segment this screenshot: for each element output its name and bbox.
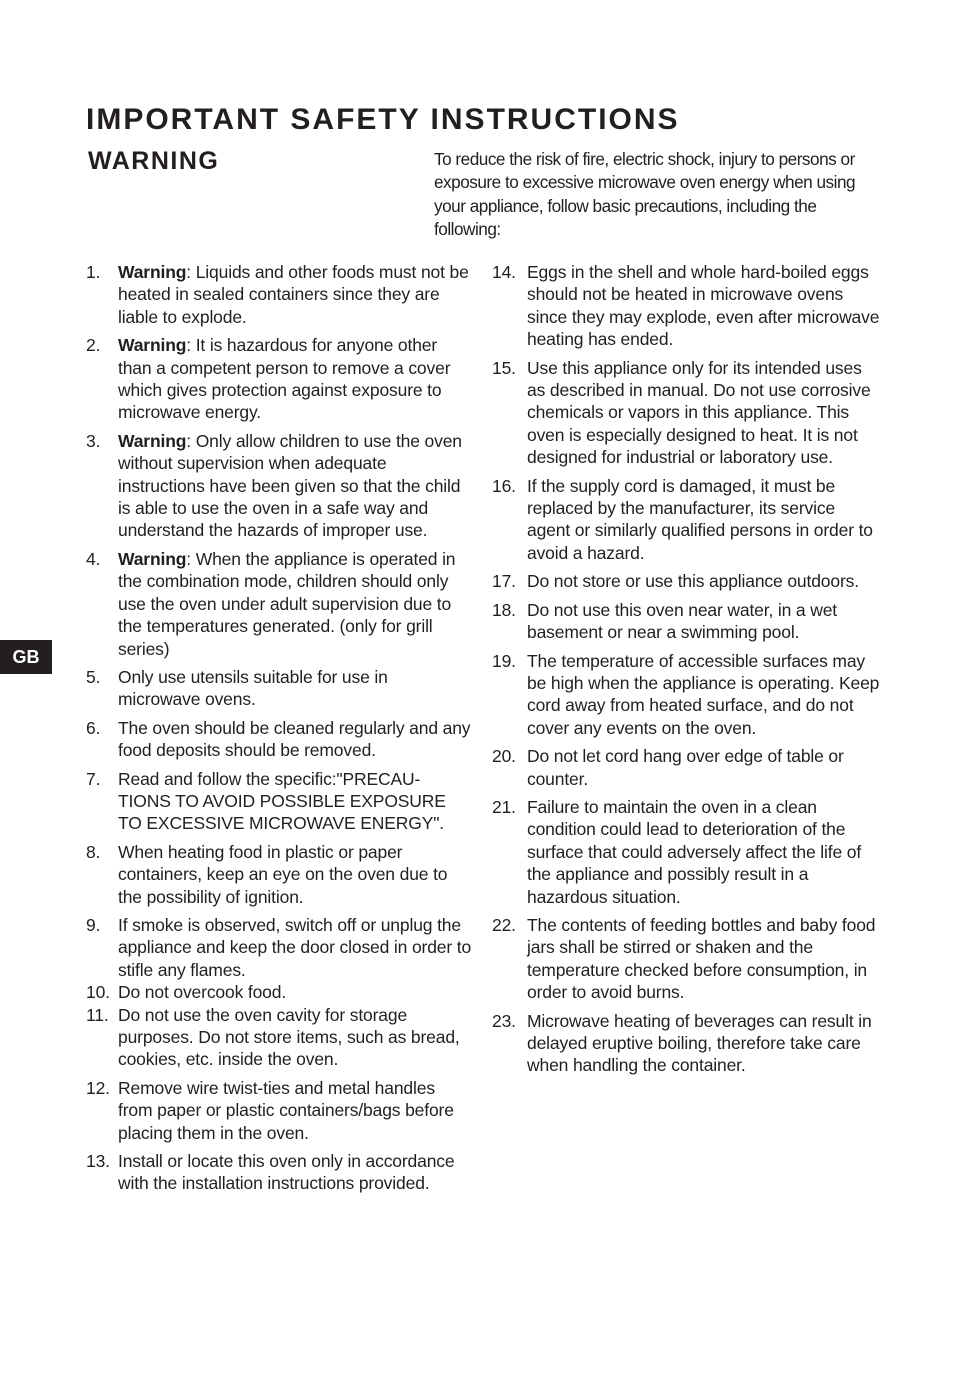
list-item — [492, 914, 882, 1004]
list-item — [86, 1004, 472, 1071]
item-text: Only use utensils suitable for use in microwave ovens. — [118, 666, 388, 710]
list-item — [86, 841, 472, 908]
item-text: : When the appliance is operated in the combination mode, children should only use the oven under adult supervision due to the temperatures generated. (only for grill series) — [118, 548, 456, 659]
list-item — [492, 650, 882, 740]
item-text: Install or locate this oven only in accordance with the installation instructions provided. — [118, 1151, 455, 1194]
item-text: : It is hazardous for anyone other than a competent person to remove a cover which gives protection against exposure to microwave energy. — [118, 335, 451, 423]
item-number: 16. — [492, 475, 516, 496]
list-item — [86, 1077, 472, 1144]
language-tab-label: GB — [12, 646, 40, 667]
list-item — [86, 768, 472, 835]
instructions-list-right — [492, 261, 882, 1083]
item-keyword: Warning — [118, 548, 187, 569]
item-text: Do not let cord hang over edge of table or counter. — [527, 746, 844, 789]
item-number: 17. — [492, 571, 516, 592]
list-item — [492, 1010, 882, 1077]
item-text: Microwave heating of beverages can result in delayed eruptive boiling, therefore take care when handling the container. — [527, 1010, 872, 1076]
language-tab — [0, 640, 52, 674]
list-item — [86, 914, 472, 981]
list-item — [492, 599, 882, 644]
item-text: The contents of feeding bottles and baby food jars shall be stirred or shaken and the temperature checked before consumption, in order to avoid burns. — [527, 914, 876, 1003]
list-item — [86, 261, 472, 328]
list-item — [492, 475, 882, 565]
list-item — [86, 334, 472, 424]
item-text: When heating food in plastic or paper containers, keep an eye on the oven due to the possibility of ignition. — [118, 841, 448, 907]
list-item — [86, 666, 472, 711]
item-number: 3. — [86, 430, 101, 451]
item-number: 23. — [492, 1010, 516, 1031]
list-item — [492, 570, 882, 592]
item-text: Do not overcook food. — [118, 982, 287, 1003]
item-number: 13. — [86, 1151, 110, 1172]
item-text: : Liquids and other foods must not be heated in sealed containers since they are liable to explode. — [118, 262, 469, 327]
item-number: 6. — [86, 717, 101, 738]
item-text: Remove wire twist-ties and metal handles from paper or plastic containers/bags before placing them in the oven. — [118, 1077, 454, 1143]
item-number: 22. — [492, 914, 516, 935]
item-text: Do not store or use this appliance outdoors. — [527, 571, 859, 592]
list-item — [86, 981, 472, 1003]
item-text: If smoke is observed, switch off or unplug the appliance and keep the door closed in order to stifle any flames. — [118, 914, 472, 980]
item-number: 2. — [86, 335, 101, 356]
item-number: 1. — [86, 262, 101, 282]
item-text: Do not use the oven cavity for storage purposes. Do not store items, such as bread, cookies, etc. inside the oven. — [118, 1004, 460, 1070]
list-item — [86, 717, 472, 762]
item-keyword: Warning — [118, 430, 187, 451]
item-text: Use this appliance only for its intended uses as described in manual. Do not use corrosive chemicals or vapors in this appliance. This oven is especially designed to heat. It is not designed for industrial or laboratory use. — [527, 357, 871, 468]
list-item — [492, 796, 882, 908]
list-item — [492, 261, 882, 351]
item-text: Failure to maintain the oven in a clean condition could lead to deterioration of the surface that could adversely affect the life of the appliance and possibly result in a hazardous situation. — [527, 796, 862, 907]
warning-heading: WARNING — [88, 147, 220, 175]
instructions-list-left — [86, 261, 472, 1201]
item-text: Eggs in the shell and whole hard-boiled eggs should not be heated in microwave ovens since they may explode, even after microwave heating has ended. — [527, 262, 880, 350]
item-text: If the supply cord is damaged, it must be replaced by the manufacturer, its service agent or similarly qualified persons in order to avoid a hazard. — [527, 475, 873, 563]
intro-paragraph: To reduce the risk of fire, electric shock, injury to persons or exposure to excessive microwave oven energy when using your appliance, follow basic precautions, including the following: — [434, 149, 856, 239]
item-number: 11. — [86, 1004, 109, 1025]
item-number: 15. — [492, 357, 516, 378]
item-number: 18. — [492, 599, 516, 620]
item-keyword: Warning — [118, 335, 187, 356]
item-number: 5. — [86, 666, 101, 687]
item-text: The oven should be cleaned regularly and any food deposits should be removed. — [118, 717, 471, 761]
item-keyword: Warning — [118, 262, 187, 282]
item-text: The temperature of accessible surfaces may be high when the appliance is operating. Keep cord away from heated surface, and do not cover any events on the oven. — [527, 650, 880, 738]
item-number: 9. — [86, 914, 101, 935]
item-number: 7. — [86, 768, 101, 789]
list-item — [492, 745, 882, 790]
list-item — [86, 430, 472, 542]
item-number: 12. — [86, 1077, 110, 1098]
list-item — [86, 1150, 472, 1195]
item-text: Read and follow the specific:"PRECAU-TIONS TO AVOID POSSIBLE EXPOSURE TO EXCESSIVE MICROWAVE ENERGY". — [118, 768, 446, 834]
list-item — [86, 548, 472, 660]
item-number: 10. — [86, 982, 110, 1003]
item-number: 21. — [492, 796, 516, 817]
item-number: 19. — [492, 650, 516, 671]
item-number: 8. — [86, 841, 101, 862]
item-text: : Only allow children to use the oven without supervision when adequate instructions have been given so that the child is able to use the oven in a safe way and understand the hazards of improper use. — [118, 430, 462, 541]
item-number: 20. — [492, 746, 516, 767]
list-item — [492, 357, 882, 469]
item-number: 14. — [492, 262, 516, 282]
page-title: IMPORTANT SAFETY INSTRUCTIONS — [86, 103, 680, 136]
item-number: 4. — [86, 548, 101, 569]
item-text: Do not use this oven near water, in a wet basement or near a swimming pool. — [527, 599, 838, 643]
